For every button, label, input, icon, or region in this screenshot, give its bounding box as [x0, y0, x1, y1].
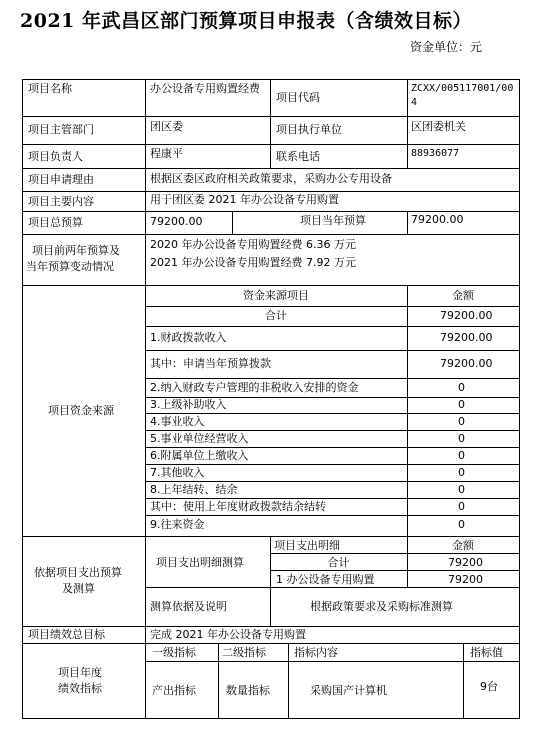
funding-row-amount: 0: [458, 518, 465, 531]
content-header: 指标内容: [294, 646, 338, 659]
dept-value: 团区委: [150, 120, 183, 133]
value-header: 指标值: [470, 646, 503, 659]
funding-row-amount: 79200.00: [440, 357, 493, 370]
project-name-label: 项目名称: [28, 82, 72, 95]
year-budget-value: 79200.00: [411, 213, 464, 226]
funding-row-amount: 0: [458, 483, 465, 496]
funding-row-amount: 0: [458, 449, 465, 462]
expense-row-label: 合计: [327, 556, 350, 569]
funding-row-label: 7.其他收入: [150, 466, 205, 479]
project-code-label: 项目代码: [276, 91, 320, 104]
page-title: 2021 年武昌区部门预算项目申报表（含绩效目标）: [20, 10, 472, 32]
project-code-value: ZCXX/005117001/004: [411, 83, 514, 108]
funding-row-amount: 0: [458, 432, 465, 445]
goal-label: 项目绩效总目标: [28, 628, 105, 641]
budget-change-line-1: 2020 年办公设备专用购置经费 6.36 万元: [150, 238, 356, 251]
funding-row-amount: 79200.00: [440, 331, 493, 344]
project-name-value: 办公设备专用购置经费: [150, 82, 260, 95]
content-label: 项目主要内容: [28, 195, 94, 208]
funding-source-header: 资金来源项目: [243, 289, 309, 302]
reason-value: 根据区委区政府相关政策要求，采购办公专用设备: [150, 172, 392, 185]
funding-row-amount: 0: [458, 398, 465, 411]
exec-unit-label: 项目执行单位: [276, 123, 342, 136]
indicator-label-2: 绩效指标: [58, 682, 102, 695]
indicator-content: 采购国产计算机: [310, 684, 387, 697]
total-budget-value: 79200.00: [150, 215, 203, 228]
exec-unit-value: 区团委机关: [411, 120, 466, 133]
basis-value: 根据政策要求及采购标准测算: [310, 600, 453, 613]
dept-label: 项目主管部门: [28, 123, 94, 136]
funding-row-label: 2.纳入财政专户管理的非税收入安排的资金: [150, 381, 359, 394]
funding-row-amount: 0: [458, 500, 465, 513]
funding-section-label: 项目资金来源: [48, 404, 114, 417]
expense-section-label-2: 及测算: [62, 582, 95, 595]
funding-row-label: 1.财政拨款收入: [150, 331, 227, 344]
content-value: 用于团区委 2021 年办公设备专用购置: [150, 193, 339, 206]
goal-value: 完成 2021 年办公设备专用购置: [150, 628, 306, 641]
year-budget-label: 项目当年预算: [300, 214, 366, 227]
expense-row-label: 1 办公设备专用购置: [276, 573, 375, 586]
phone-value: 88936077: [411, 148, 460, 159]
level2-value: 数量指标: [226, 684, 270, 697]
budget-change-label-1: 项目前两年预算及: [32, 244, 120, 257]
level1-header: 一级指标: [152, 646, 196, 659]
funding-row-amount: 0: [458, 381, 465, 394]
level1-value: 产出指标: [152, 684, 196, 697]
funding-row-amount: 0: [458, 466, 465, 479]
total-budget-label: 项目总预算: [28, 216, 83, 229]
budget-change-line-2: 2021 年办公设备专用购置经费 7.92 万元: [150, 256, 356, 269]
indicator-value: 9台: [480, 680, 498, 693]
expense-amount-header: 金额: [452, 539, 474, 552]
indicator-label-1: 项目年度: [58, 666, 102, 679]
funding-row-label: 5.事业单位经营收入: [150, 432, 249, 445]
basis-label: 测算依据及说明: [150, 600, 227, 613]
funding-amount-header: 金额: [452, 289, 474, 302]
funding-row-label: 4.事业收入: [150, 415, 205, 428]
phone-label: 联系电话: [276, 150, 320, 163]
funding-row-label: 3.上级补助收入: [150, 398, 227, 411]
funding-row-label: 6.附属单位上缴收入: [150, 449, 249, 462]
expense-row-amount: 79200: [448, 573, 483, 586]
expense-detail-header: 项目支出明细: [274, 539, 340, 552]
expense-detail-label: 项目支出明细测算: [156, 556, 244, 569]
funding-row-label: 合计: [265, 309, 287, 322]
level2-header: 二级指标: [222, 646, 266, 659]
funding-row-label: 其中：使用上年度财政拨款结余结转: [150, 500, 326, 513]
funding-row-amount: 0: [458, 415, 465, 428]
funding-row-label: 其中：申请当年预算拨款: [150, 357, 271, 370]
funding-row-label: 9.往来资金: [150, 518, 205, 531]
budget-change-label-2: 当年预算变动情况: [26, 260, 114, 273]
expense-section-label-1: 依据项目支出预算: [34, 566, 122, 579]
funding-row-label: 8.上年结转、结余: [150, 483, 238, 496]
reason-label: 项目申请理由: [28, 173, 94, 186]
funding-row-amount: 79200.00: [440, 309, 493, 322]
expense-row-amount: 79200: [448, 556, 483, 569]
person-value: 程康平: [150, 147, 183, 160]
person-label: 项目负责人: [28, 150, 83, 163]
currency-unit: 资金单位：元: [410, 40, 483, 54]
